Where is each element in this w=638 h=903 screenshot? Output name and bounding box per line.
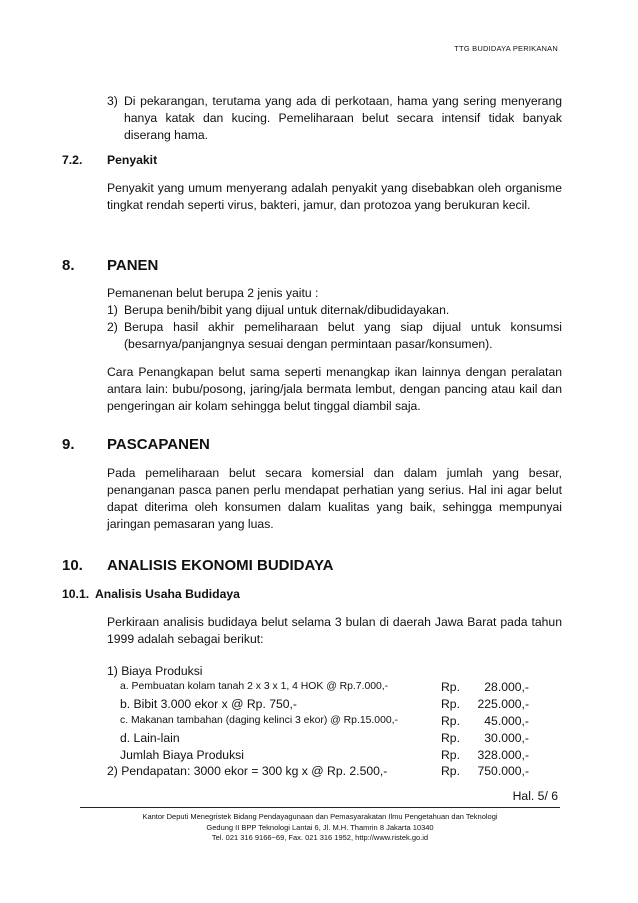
section-9-number: 9.: [62, 436, 75, 453]
list-text: Berupa benih/bibit yang dijual untuk diternak/dibudidayakan.: [124, 303, 450, 317]
section-7-2-paragraph: Penyakit yang umum menyerang adalah penyakit yang disebabkan oleh organisme tingkat rendah seperti virus, bakteri, jamur, dan protozoa yang berukuran kecil.: [107, 181, 562, 212]
footer-line-2: Gedung II BPP Teknologi Lantai 6, Jl. M.H. Thamrin 8 Jakarta 10340: [206, 822, 434, 832]
section-8-intro: Pemanenan belut berupa 2 jenis yaitu :: [107, 286, 319, 300]
cost-row-total: [107, 748, 562, 765]
cost-row: [107, 697, 562, 714]
biaya-produksi-title: 1) Biaya Produksi: [107, 664, 203, 678]
cost-label: d. Lain-lain: [120, 731, 180, 745]
section-7-2-title: Penyakit: [107, 153, 158, 167]
list-number: 1): [107, 303, 118, 317]
section-9-title: PASCAPANEN: [107, 436, 210, 453]
cost-currency: Rp.: [441, 697, 460, 711]
list-item-panen-2: [107, 319, 562, 353]
list-number: 2): [107, 320, 118, 334]
cost-amount: 30.000,-: [484, 731, 529, 745]
cost-amount: 328.000,-: [477, 748, 529, 762]
cost-currency: Rp.: [441, 714, 460, 728]
list-text: Di pekarangan, terutama yang ada di perkotaan, hama yang sering menyerang hanya katak dan kucing. Pemeliharaan belut secara intensif tidak banyak diserang hama.: [124, 94, 562, 142]
cost-label: Jumlah Biaya Produksi: [120, 748, 244, 762]
footer-line-1: Kantor Deputi Menegristek Bidang Pendayagunaan dan Pemasyarakatan Ilmu Pengetahuan dan Teknologi: [142, 812, 498, 821]
footer-divider: [80, 807, 560, 808]
section-10-1-paragraph: Perkiraan analisis budidaya belut selama 3 bulan di daerah Jawa Barat pada tahun 1999 adalah sebagai berikut:: [107, 615, 562, 646]
cost-label: b. Bibit 3.000 ekor x @ Rp. 750,-: [120, 697, 297, 711]
section-7-2-number: 7.2.: [62, 153, 83, 167]
section-10-number: 10.: [62, 557, 83, 574]
section-10-title: ANALISIS EKONOMI BUDIDAYA: [107, 557, 334, 574]
cost-row: [107, 680, 562, 697]
section-8-title: PANEN: [107, 257, 159, 274]
cost-row: [107, 714, 562, 731]
cost-currency: Rp.: [441, 731, 460, 745]
section-9-paragraph: Pada pemeliharaan belut secara komersial dan dalam jumlah yang besar, penanganan pasca panen perlu mendapat perhatian yang serius. Hal ini agar belut dapat diterima oleh konsumen dalam kualitas yang baik, sehingga mempunyai jaringan pemasaran yang luas.: [107, 466, 562, 531]
list-text: Berupa hasil akhir pemeliharaan belut yang siap dijual untuk konsumsi (besarnya/panjangnya sesuai dengan permintaan pasar/konsumen).: [124, 320, 562, 351]
section-10-1-title: Analisis Usaha Budidaya: [95, 587, 240, 601]
cost-amount: 28.000,-: [484, 680, 529, 694]
list-item-panen-1: [107, 302, 562, 319]
cost-amount: 45.000,-: [484, 714, 529, 728]
biaya-produksi-table: [107, 680, 562, 765]
footer-address: [80, 812, 560, 844]
page-number: Hal. 5/ 6: [512, 789, 558, 803]
cost-row: [107, 764, 562, 781]
cost-currency: Rp.: [441, 680, 460, 694]
section-10-1-number: 10.1.: [62, 587, 90, 601]
pendapatan-row: [107, 764, 562, 781]
cost-currency: Rp.: [441, 764, 460, 778]
running-header: TTG BUDIDAYA PERIKANAN: [454, 44, 558, 53]
cost-amount: 225.000,-: [477, 697, 529, 711]
list-number: 3): [107, 94, 118, 108]
cost-row: [107, 731, 562, 748]
cost-label: c. Makanan tambahan (daging kelinci 3 ekor) @ Rp.15.000,-: [120, 715, 398, 726]
section-8-paragraph: Cara Penangkapan belut sama seperti menangkap ikan lainnya dengan peralatan antara lain: bubu/posong, jaring/jala bermata lembut, dengan pancing atau kail dan pengeringan air kolam sehingga belut tinggal diambil saja.: [107, 365, 562, 413]
list-item-hama-3: [107, 93, 562, 144]
pendapatan-label: 2) Pendapatan: 3000 ekor = 300 kg x @ Rp. 2.500,-: [107, 764, 388, 778]
cost-amount: 750.000,-: [477, 764, 529, 778]
cost-currency: Rp.: [441, 748, 460, 762]
cost-label: a. Pembuatan kolam tanah 2 x 3 x 1, 4 HOK @ Rp.7.000,-: [120, 681, 389, 692]
section-8-number: 8.: [62, 257, 75, 274]
footer-line-3: Tel. 021 316 9166~69, Fax. 021 316 1952, http://www.ristek.go.id: [211, 833, 429, 842]
